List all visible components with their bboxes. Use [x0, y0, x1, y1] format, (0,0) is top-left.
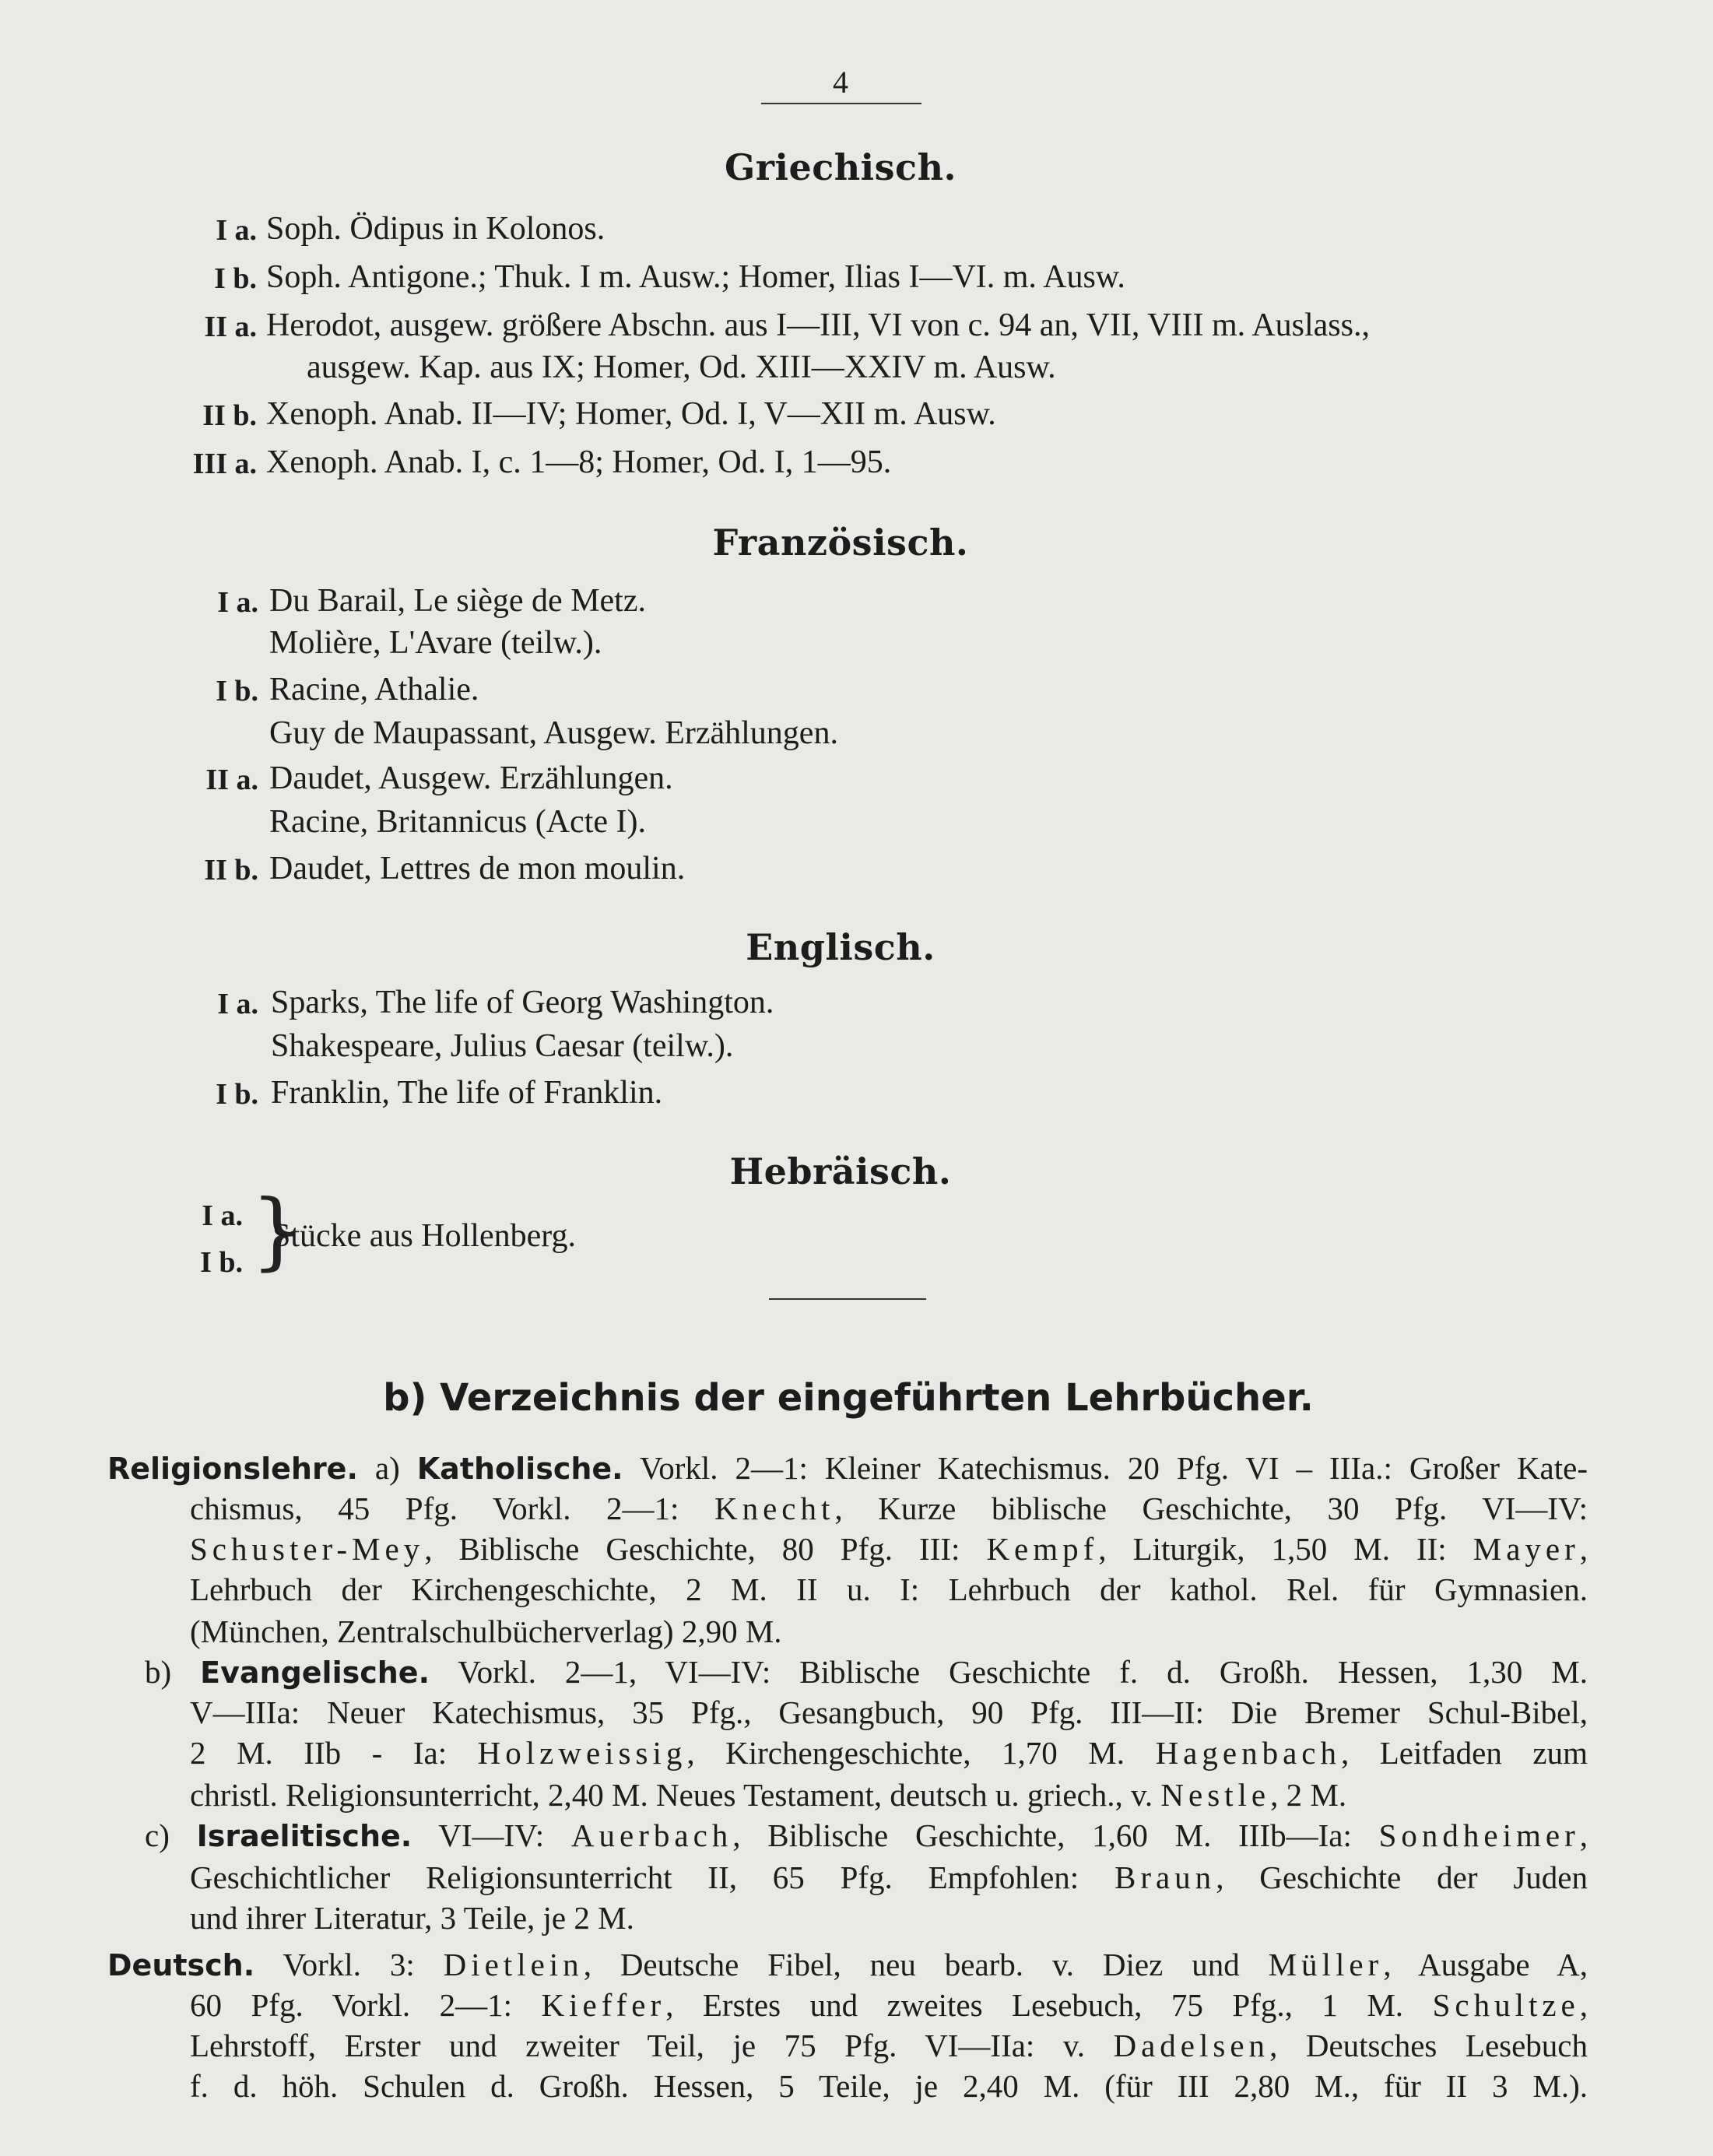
mid-rule — [769, 1298, 926, 1300]
reading-entry: Du Barail, Le siège de Metz. — [269, 583, 646, 619]
text-segment: christl. Religionsunterricht, 2,40 M. Neues Testament, deutsch u. griech., v. — [190, 1777, 1161, 1813]
text-segment: , Erstes und zweites Lesebuch, 75 Pfg., 1 M. — [665, 1987, 1433, 2023]
text-segment: , Kirchengeschichte, 1,70 M. — [686, 1735, 1156, 1771]
class-label: I b. — [216, 675, 258, 708]
reading-entry: Guy de Maupassant, Ausgew. Erzählungen. — [269, 715, 838, 751]
text-segment: c) — [145, 1817, 197, 1853]
text-segment: , Deutsche Fibel, neu bearb. v. Diez und — [583, 1947, 1269, 1982]
hebraeisch-class-b: I b. — [200, 1246, 243, 1279]
author-name: Nestle — [1160, 1777, 1271, 1813]
paragraph-line — [190, 1694, 1588, 1731]
author-name: Schultze — [1432, 1987, 1580, 2023]
reading-entry: Xenoph. Anab. I, c. 1—8; Homer, Od. I, 1—95. — [266, 444, 892, 480]
text-segment: chismus, 45 Pfg. Vorkl. 2—1: — [190, 1491, 714, 1526]
page-number: 4 — [833, 65, 848, 100]
reading-entry: Franklin, The life of Franklin. — [271, 1075, 663, 1111]
class-label: I a. — [216, 214, 257, 247]
author-name: Dadelsen — [1113, 2028, 1270, 2063]
reading-entry: Shakespeare, Julius Caesar (teilw.). — [271, 1028, 734, 1064]
top-rule — [761, 103, 921, 104]
paragraph-line — [190, 1859, 1588, 1896]
reading-entry: Molière, L'Avare (teilw.). — [269, 625, 602, 661]
text-segment: , — [1579, 1987, 1588, 2023]
section-label: Evangelische. — [200, 1656, 430, 1690]
reading-entry: Soph. Ödipus in Kolonos. — [266, 211, 606, 247]
paragraph-line — [190, 1899, 634, 1937]
text-segment: , Biblische Geschichte, 1,60 M. IIIb—Ia: — [732, 1817, 1379, 1853]
author-name: Braun — [1114, 1859, 1216, 1895]
paragraph-line — [145, 1653, 1588, 1691]
paragraph-line — [190, 1776, 1588, 1814]
text-segment: , Geschichte der Juden — [1216, 1859, 1588, 1895]
text-segment: , — [1579, 1531, 1588, 1567]
text-segment: b) — [145, 1654, 201, 1690]
text-segment: V—IIIa: Neuer Katechismus, 35 Pfg., Gesangbuch, 90 Pfg. III—II: Die Bremer Schul-Bibel, — [190, 1694, 1588, 1730]
text-segment: Lehrbuch der Kirchengeschichte, 2 M. II u. I: Lehrbuch der kathol. Rel. für Gymnasien. — [190, 1571, 1588, 1607]
paragraph-line — [190, 1530, 1588, 1568]
paragraph-line — [107, 1449, 1588, 1487]
text-segment: f. d. höh. Schulen d. Großh. Hessen, 5 Teile, je 2,40 M. (für III 2,80 M., für II 3 M.). — [190, 2068, 1588, 2104]
paragraph-line — [190, 1490, 1588, 1527]
section-label: Religionslehre. — [107, 1452, 358, 1486]
hebraeisch-text: Stücke aus Hollenberg. — [272, 1218, 576, 1254]
text-segment: , Biblische Geschichte, 80 Pfg. III: — [424, 1531, 987, 1567]
class-label: II a. — [204, 311, 257, 343]
heading-griechisch: Griechisch. — [724, 146, 957, 188]
paragraph-line — [107, 1946, 1588, 1983]
paragraph-line — [190, 2067, 1588, 2105]
hebraeisch-class-a: I a. — [202, 1199, 243, 1232]
text-segment: , Leitfaden zum — [1340, 1735, 1588, 1771]
reading-entry: Soph. Antigone.; Thuk. I m. Ausw.; Homer, Ilias I—VI. m. Ausw. — [266, 259, 1125, 295]
text-segment: (München, Zentralschulbücherverlag) 2,90 M. — [190, 1613, 782, 1649]
class-label: I a. — [217, 586, 258, 619]
brace: } — [251, 1182, 304, 1280]
author-name: Dietlein — [443, 1947, 584, 1982]
paragraph-line — [190, 1986, 1588, 2024]
reading-entry: ausgew. Kap. aus IX; Homer, Od. XIII—XXIV m. Ausw. — [307, 349, 1056, 385]
text-segment: Vorkl. 3: — [254, 1947, 444, 1982]
reading-entry: Daudet, Ausgew. Erzählungen. — [269, 760, 673, 796]
paragraph-line — [190, 1613, 782, 1650]
heading-hebraeisch: Hebräisch. — [729, 1150, 952, 1192]
class-label: II a. — [205, 764, 258, 796]
class-label: I a. — [217, 988, 258, 1020]
text-segment: , Kurze biblische Geschichte, 30 Pfg. VI—IV: — [834, 1491, 1588, 1526]
text-segment: 60 Pfg. Vorkl. 2—1: — [190, 1987, 542, 2023]
author-name: Kempf — [986, 1531, 1099, 1567]
text-segment: , — [1579, 1817, 1588, 1853]
reading-entry: Daudet, Lettres de mon moulin. — [269, 851, 686, 887]
reading-entry: Sparks, The life of Georg Washington. — [271, 985, 774, 1020]
author-name: Müller — [1268, 1947, 1384, 1982]
class-label: II b. — [204, 854, 258, 887]
text-segment: VI—IV: — [412, 1817, 571, 1853]
author-name: Schuster-Mey — [190, 1531, 425, 1567]
heading-franzoesisch: Französisch. — [712, 521, 969, 564]
section-label: Israelitische. — [196, 1819, 412, 1853]
text-segment: a) — [357, 1450, 417, 1486]
text-segment: , 2 M. — [1270, 1777, 1347, 1813]
class-label: I b. — [214, 262, 257, 295]
text-segment: Vorkl. 2—1: Kleiner Katechismus. 20 Pfg. VI – IIIa.: Großer Kate- — [623, 1450, 1588, 1486]
reading-entry: Racine, Britannicus (Acte I). — [269, 804, 646, 840]
author-name: Knecht — [714, 1491, 835, 1526]
text-segment: , Deutsches Lesebuch — [1269, 2028, 1588, 2063]
text-segment: und ihrer Literatur, 3 Teile, je 2 M. — [190, 1900, 634, 1936]
reading-entry: Racine, Athalie. — [269, 672, 479, 708]
text-segment: Geschichtlicher Religionsunterricht II, 65 Pfg. Empfohlen: — [190, 1859, 1115, 1895]
paragraph-line — [190, 1571, 1588, 1608]
heading-englisch: Englisch. — [746, 926, 935, 968]
author-name: Mayer — [1473, 1531, 1580, 1567]
paragraph-line — [190, 1734, 1588, 1772]
author-name: Kieffer — [541, 1987, 666, 2023]
text-segment: Vorkl. 2—1, VI—IV: Biblische Geschichte f. d. Großh. Hessen, 1,30 M. — [430, 1654, 1588, 1690]
text-segment: , Ausgabe A, — [1383, 1947, 1588, 1982]
text-segment: , Liturgik, 1,50 M. II: — [1098, 1531, 1473, 1567]
reading-entry: Xenoph. Anab. II—IV; Homer, Od. I, V—XII m. Ausw. — [266, 396, 996, 432]
author-name: Auerbach — [570, 1817, 733, 1853]
section-label: Katholische. — [416, 1452, 623, 1486]
author-name: Sondheimer — [1378, 1817, 1580, 1853]
paragraph-line — [145, 1817, 1588, 1854]
class-label: I b. — [216, 1078, 258, 1111]
class-label: II b. — [202, 399, 257, 432]
text-segment: Lehrstoff, Erster und zweiter Teil, je 75 Pfg. VI—IIa: v. — [190, 2028, 1114, 2063]
class-label: III a. — [192, 448, 257, 480]
section-label: Deutsch. — [107, 1948, 255, 1982]
author-name: Holzweissig — [477, 1735, 687, 1771]
text-segment: 2 M. IIb - Ia: — [190, 1735, 478, 1771]
reading-entry: Herodot, ausgew. größere Abschn. aus I—III, VI von c. 94 an, VII, VIII m. Auslass., — [266, 307, 1370, 343]
section-b-title: b) Verzeichnis der eingeführten Lehrbücher. — [383, 1376, 1314, 1420]
paragraph-line — [190, 2027, 1588, 2064]
author-name: Hagenbach — [1155, 1735, 1341, 1771]
